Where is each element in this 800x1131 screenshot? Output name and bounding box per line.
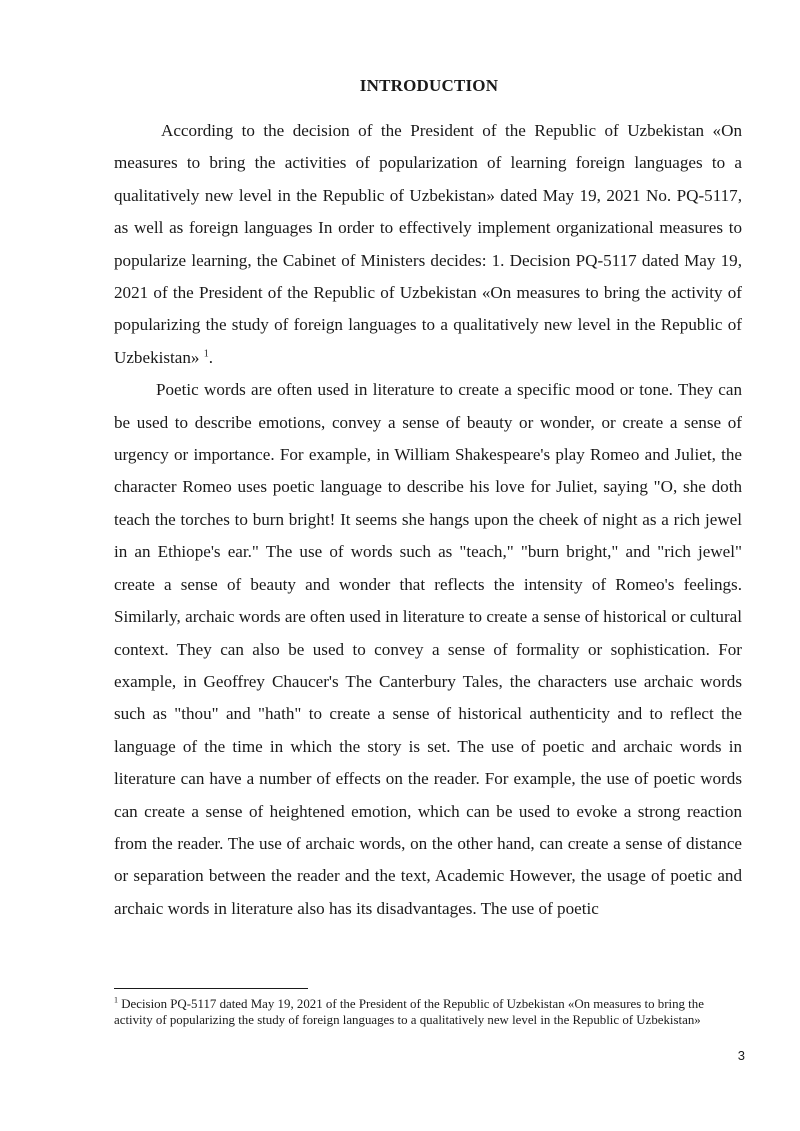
page-title: INTRODUCTION — [359, 76, 499, 95]
footnote — [114, 996, 742, 1029]
paragraph-decision-text: According to the decision of the President of the Republic of Uzbekistan «On measures to bring the activities of popularization of learning foreign languages to a qualitatively new level in the Republic of Uzbekistan» dated May 19, 2021 No. PQ-5117, as well as foreign languages In order to effectively implement organizational measures to popularize learning, the Cabinet of Ministers decides: 1. Decision PQ-5117 dated May 19, 2021 of the President of the Republic of Uzbekistan «On measures to bring the activity of popularizing the study of foreign languages to a qualitatively new level in the Republic of Uzbekistan» — [114, 121, 742, 367]
paragraph-poetic-words: Poetic words are often used in literature to create a specific mood or tone. They can be used to describe emotions, convey a sense of beauty or wonder, or create a sense of urgency or importance. For example, in William Shakespeare's play Romeo and Juliet, the character Romeo uses poetic language to describe his love for Juliet, saying "O, she doth teach the torches to burn bright! It seems she hangs upon the cheek of night as a rich jewel in an Ethiope's ear." The use of words such as "teach," "burn bright," and "rich jewel" create a sense of beauty and wonder that reflects the intensity of Romeo's feelings. Similarly, archaic words are often used in literature to create a sense of historical or cultural context. They can also be used to convey a sense of formality or sophistication. For example, in Geoffrey Chaucer's The Canterbury Tales, the characters use archaic words such as "thou" and "hath" to create a sense of historical authenticity and to reflect the language of the time in which the story is set. The use of poetic and archaic words in literature can have a number of effects on the reader. For example, the use of poetic words can create a sense of heightened emotion, which can be used to evoke a strong reaction from the reader. The use of archaic words, on the other hand, can create a sense of distance or separation between the reader and the text, Academic However, the usage of poetic and archaic words in literature also has its disadvantages. The use of poetic — [114, 380, 742, 918]
footnote-divider — [114, 988, 308, 989]
footnote-reference[interactable]: 1 — [203, 348, 209, 360]
page-number: 3 — [737, 1048, 745, 1063]
body-text — [114, 115, 742, 925]
paragraph-decision — [114, 115, 742, 374]
footnote-mark: 1 — [114, 995, 118, 1005]
paragraph-decision-end: . — [208, 347, 213, 367]
footnote-text: Decision PQ-5117 dated May 19, 2021 of the President of the Republic of Uzbekistan «On measures to bring the activity of popularizing the study of foreign languages to a qualitatively new level in the Republic of Uzbekistan» — [114, 997, 704, 1028]
